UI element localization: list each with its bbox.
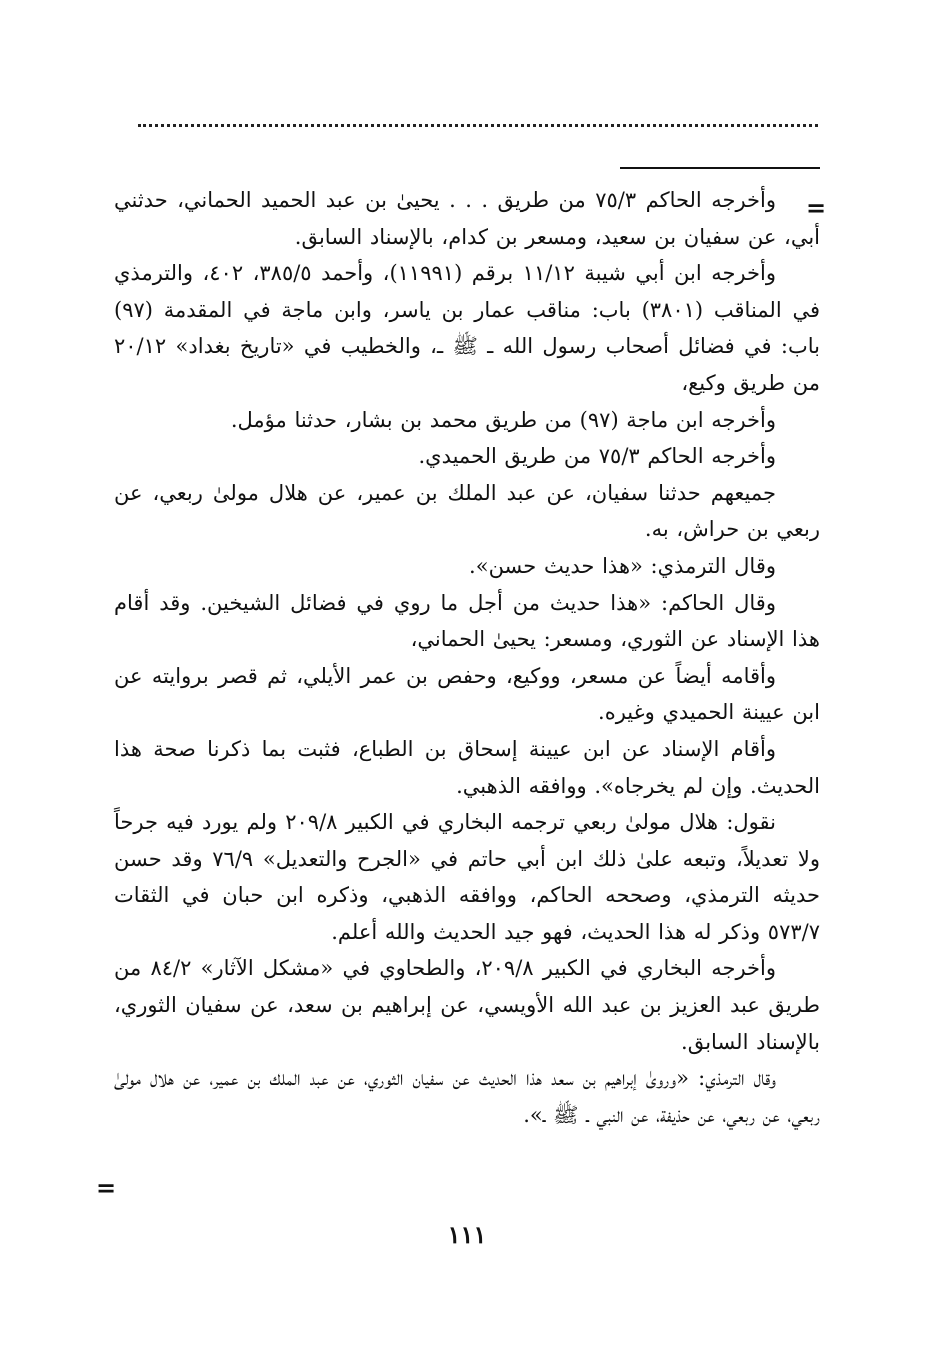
footnote-paragraph: وأخرجه ابن ماجة (٩٧) من طريق محمد بن بشار، حدثنا مؤمل. (230, 407, 776, 432)
dotted-separator (138, 124, 818, 127)
footnote-paragraph: وأخرجه الحاكم ٧٥/٣ من طريق . . . يحيىٰ بن عبد الحميد الحماني، حدثني أبي، عن سفيان بن سعيد، ومسعر بن كدام، بالإسناد السابق. (114, 188, 820, 249)
footnote-rule (620, 167, 820, 169)
continuation-mark-bottom: = (96, 1173, 117, 1202)
footnotes (114, 182, 820, 1133)
page-number: ١١١ (447, 1220, 487, 1249)
footnote-paragraph: وقال الترمذي: «وروىٰ إبراهيم بن سعد هذا الحديث عن سفيان الثوري، عن عبد الملك بن عمير، عن هلال مولىٰ ربعي، عن ربعي، عن حذيفة، عن النبي ـ ﷺ ـ». (114, 1066, 820, 1127)
continuation-mark-top: = (806, 193, 827, 222)
footnote-paragraph: جميعهم حدثنا سفيان، عن عبد الملك بن عمير، عن هلال مولىٰ ربعي، عن ربعي بن حراش، به. (114, 480, 820, 542)
footnote-paragraph: وقال الترمذي: «هذا حديث حسن». (469, 553, 776, 578)
footnote-paragraph: وأقامه أيضاً عن مسعر، ووكيع، وحفص بن عمر الأيلي، ثم قصر بروايته عن ابن عيينة الحميدي وغيره. (114, 663, 820, 725)
footnote-paragraph: نقول: هلال مولىٰ ربعي ترجمه البخاري في الكبير ٢٠٩/٨ ولم يورد فيه جرحاً ولا تعديلاً، وتبعه علىٰ ذلك ابن أبي حاتم في «الجرح والتعديل» ٧٦/٩ وقد حسن حديثه الترمذي، وصححه الحاكم، ووافقه الذهبي، وذكره ابن حبان في الثقات ٥٧٣/٧ وذكر له هذا الحديث، فهو جيد الحديث والله أعلم. (114, 810, 820, 944)
footnote-paragraph: وأخرجه ابن أبي شيبة ١١/١٢ برقم (١١٩٩١)، وأحمد ٣٨٥/٥، ٤٠٢، والترمذي في المناقب (٣٨٠١) باب: مناقب عمار بن ياسر، وابن ماجة في المقدمة (٩٧) باب: في فضائل أصحاب رسول الله ـ ﷺ ـ، والخطيب في «تاريخ بغداد» ٢٠/١٢ من طريق وكيع، (114, 261, 820, 395)
footnote-paragraph: وأخرجه الحاكم ٧٥/٣ من طريق الحميدي. (418, 444, 776, 469)
footnote-paragraph: وأقام الإسناد عن ابن عيينة إسحاق بن الطباع، فثبت بما ذكرنا صحة هذا الحديث. وإن لم يخرجاه». ووافقه الذهبي. (114, 736, 820, 798)
footnote-paragraph: وأخرجه البخاري في الكبير ٢٠٩/٨، والطحاوي في «مشكل الآثار» ٨٤/٢ من طريق عبد العزيز بن عبد الله الأويسي، عن إبراهيم بن سعد، عن سفيان الثوري، بالإسناد السابق. (114, 956, 820, 1054)
footnote-paragraph: وقال الحاكم: «هذا حديث من أجل ما روي في فضائل الشيخين. وقد أقام هذا الإسناد عن الثوري، ومسعر: يحيىٰ الحماني، (114, 590, 820, 652)
